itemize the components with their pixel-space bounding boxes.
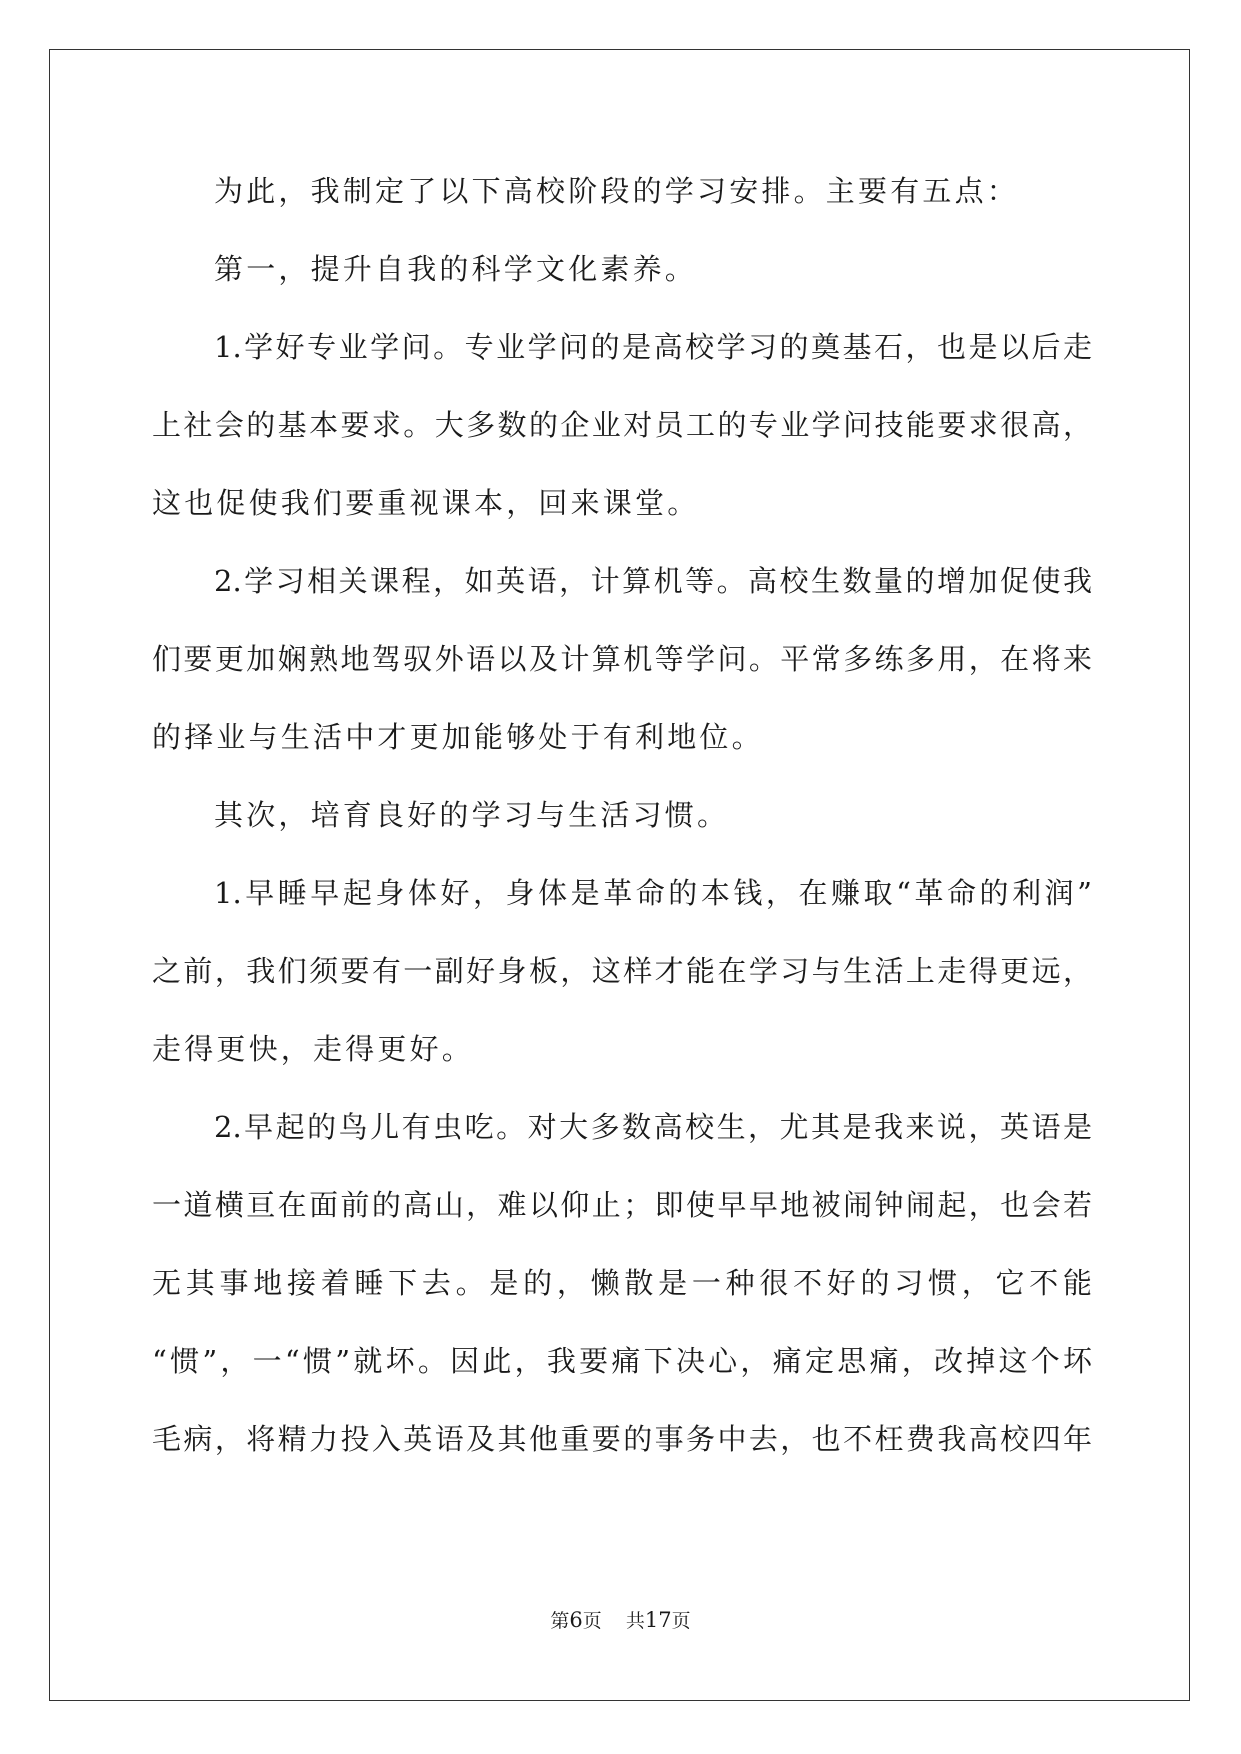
paragraph-line: 第一，提升自我的科学文化素养。 (214, 252, 698, 286)
paragraph-line: 2.学习相关课程，如英语，计算机等。高校生数量的增加促使我 (214, 564, 1092, 598)
total-pages: 17 (644, 1608, 672, 1632)
paragraph-line: 毛病，将精力投入英语及其他重要的事务中去，也不枉费我高校四年 (152, 1422, 1092, 1456)
total-prefix: 共 (625, 1610, 645, 1632)
paragraph-line: 2.早起的鸟儿有虫吃。对大多数高校生，尤其是我来说，英语是 (214, 1110, 1092, 1144)
page-number: 6 (569, 1608, 583, 1632)
page-footer (0, 1606, 1241, 1635)
page-prefix: 第 (550, 1610, 570, 1632)
paragraph-line: “惯”，一“惯”就坏。因此，我要痛下决心，痛定思痛，改掉这个坏 (152, 1344, 1092, 1378)
page-suffix: 页 (582, 1610, 602, 1632)
paragraph-line: 1.早睡早起身体好，身体是革命的本钱，在赚取“革命的利润” (214, 876, 1092, 910)
paragraph-line: 的择业与生活中才更加能够处于有利地位。 (152, 720, 764, 754)
paragraph-line: 为此，我制定了以下高校阶段的学习安排。主要有五点： (214, 174, 1020, 208)
paragraph-line: 之前，我们须要有一副好身板，这样才能在学习与生活上走得更远， (152, 954, 1092, 988)
paragraph-line: 们要更加娴熟地驾驭外语以及计算机等学问。平常多练多用，在将来 (152, 642, 1092, 676)
paragraph-line: 其次，培育良好的学习与生活习惯。 (214, 798, 730, 832)
paragraph-line: 走得更快，走得更好。 (152, 1032, 475, 1066)
total-suffix: 页 (671, 1610, 691, 1632)
paragraph-line: 这也促使我们要重视课本，回来课堂。 (152, 486, 700, 520)
paragraph-line: 上社会的基本要求。大多数的企业对员工的专业学问技能要求很高， (152, 408, 1092, 442)
paragraph-line: 1.学好专业学问。专业学问的是高校学习的奠基石，也是以后走 (214, 330, 1092, 364)
paragraph-line: 一道横亘在面前的高山，难以仰止；即使早早地被闹钟闹起，也会若 (152, 1188, 1092, 1222)
paragraph-line: 无其事地接着睡下去。是的，懒散是一种很不好的习惯，它不能 (152, 1266, 1092, 1300)
document-body (152, 165, 1092, 1491)
